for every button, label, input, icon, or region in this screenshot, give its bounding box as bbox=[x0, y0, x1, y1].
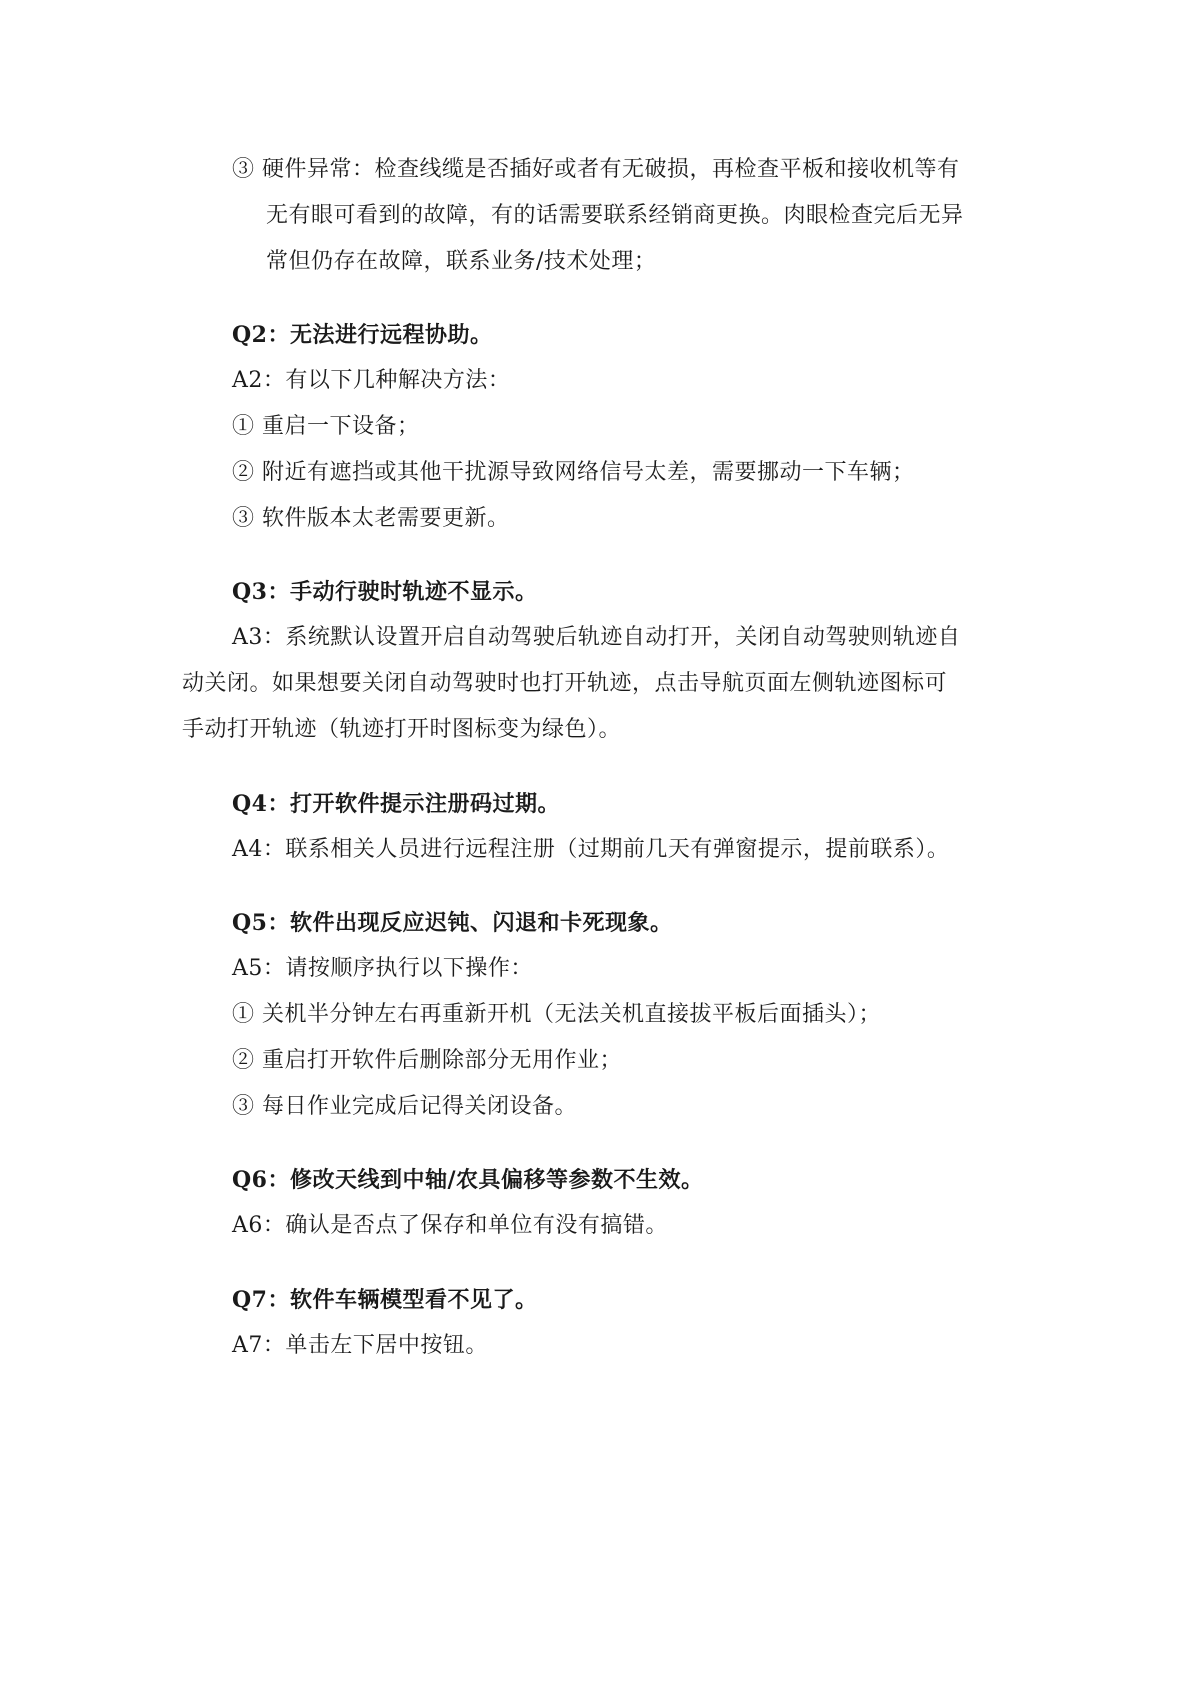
q5-item-2: ② 重启打开软件后删除部分无用作业； bbox=[232, 1048, 622, 1073]
q2-item-3: ③ 软件版本太老需要更新。 bbox=[232, 506, 510, 531]
q1-item-3-line-2: 无有眼可看到的故障，有的话需要联系经销商更换。肉眼检查完后无异 bbox=[266, 203, 964, 228]
q2-item-1: ① 重启一下设备； bbox=[232, 414, 420, 439]
q2-item-2: ② 附近有遮挡或其他干扰源导致网络信号太差，需要挪动一下车辆； bbox=[232, 460, 915, 485]
q5-question: Q5：软件出现反应迟钝、闪退和卡死现象。 bbox=[232, 910, 673, 936]
q3-answer-line-1: A3：系统默认设置开启自动驾驶后轨迹自动打开，关闭自动驾驶则轨迹自 bbox=[232, 625, 961, 650]
q2-question: Q2：无法进行远程协助。 bbox=[232, 322, 493, 348]
q4-question: Q4：打开软件提示注册码过期。 bbox=[232, 791, 560, 817]
q7-answer: A7：单击左下居中按钮。 bbox=[232, 1333, 488, 1358]
q5-item-3: ③ 每日作业完成后记得关闭设备。 bbox=[232, 1094, 577, 1119]
q1-item-3-line-3: 常但仍存在故障，联系业务/技术处理； bbox=[266, 249, 657, 274]
q3-answer-line-3: 手动打开轨迹（轨迹打开时图标变为绿色）。 bbox=[182, 717, 622, 742]
q6-question: Q6：修改天线到中轴/农具偏移等参数不生效。 bbox=[232, 1167, 704, 1193]
q7-question: Q7：软件车辆模型看不见了。 bbox=[232, 1287, 538, 1313]
q4-answer: A4：联系相关人员进行远程注册（过期前几天有弹窗提示，提前联系）。 bbox=[232, 837, 950, 862]
q1-item-3-line-1: ③ 硬件异常：检查线缆是否插好或者有无破损，再检查平板和接收机等有 bbox=[232, 157, 960, 182]
q5-item-1: ① 关机半分钟左右再重新开机（无法关机直接拔平板后面插头）； bbox=[232, 1002, 881, 1027]
q6-answer: A6：确认是否点了保存和单位有没有搞错。 bbox=[232, 1213, 668, 1238]
q3-answer-line-2: 动关闭。如果想要关闭自动驾驶时也打开轨迹，点击导航页面左侧轨迹图标可 bbox=[182, 671, 948, 696]
q2-answer: A2：有以下几种解决方法： bbox=[232, 368, 511, 393]
q3-question: Q3：手动行驶时轨迹不显示。 bbox=[232, 579, 538, 605]
q5-answer: A5：请按顺序执行以下操作： bbox=[232, 956, 533, 981]
